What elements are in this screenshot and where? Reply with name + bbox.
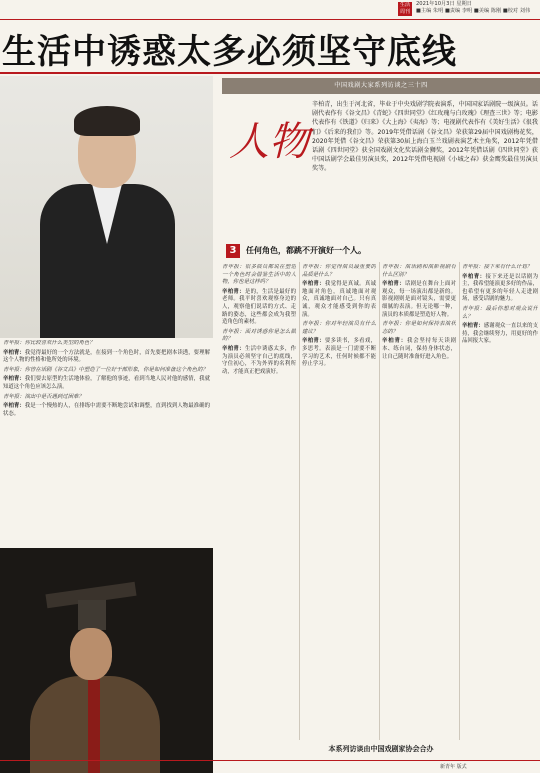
interview-answer xyxy=(3,376,210,391)
masthead-logo: 生活周刊 xyxy=(399,2,410,15)
left-column-text xyxy=(0,340,213,545)
stage-photo xyxy=(0,548,213,773)
intro-box xyxy=(312,100,538,238)
photo-hair xyxy=(74,106,140,136)
speaker-label: 辛柏青： xyxy=(222,345,245,352)
interview-question: 青年报：很多演员都说在塑造一个角色时会借鉴生活中的人物，你也是这样吗？ xyxy=(222,264,296,286)
interview-answer xyxy=(3,350,210,365)
interview-answer xyxy=(382,338,456,361)
answer-text: 我们要去原型的生活地体验，了解他的事迹，看到当地人民对他的感情，我就知道这个角色应该怎么演。 xyxy=(3,376,210,390)
series-credit: 本系列访谈由中国戏剧家协会合办 xyxy=(328,745,434,753)
speaker-label: 辛柏青： xyxy=(462,273,486,280)
interview-question: 青年报：你觉得演员最重要的品质是什么？ xyxy=(302,264,376,278)
photo-hat-crown xyxy=(78,600,106,630)
page-footer: 新青年 版式 xyxy=(440,764,467,770)
article-column-3 xyxy=(382,264,456,740)
speaker-label: 辛柏青： xyxy=(3,403,25,410)
masthead-info xyxy=(416,1,540,15)
section-heading xyxy=(222,242,540,260)
column-divider xyxy=(459,262,460,740)
masthead-credits: ■主编 朱明 ■责编 李明 ■美编 陈刚 ■校对 刘伟 xyxy=(416,8,531,14)
answer-text: 话剧是在舞台上面对观众，每一场演出都是新的。影视剧则是面对镜头，需要更细腻的表演。但无论哪一种，演员的本质都是塑造好人物。 xyxy=(382,281,456,318)
interview-question: 青年报：最后你想对观众说什么？ xyxy=(462,305,538,320)
answer-text: 我会坚持每天读剧本、练台词，保持身体状态，让自己随时准备好进入角色。 xyxy=(382,338,456,360)
masthead xyxy=(0,0,540,20)
headline-rule xyxy=(0,72,540,74)
photo-robe-sash xyxy=(88,676,100,773)
interview-answer xyxy=(302,281,376,319)
series-banner: 中国戏剧大家系列访谈之三十四 xyxy=(222,78,540,94)
speaker-label: 辛柏青： xyxy=(302,281,325,288)
interview-question: 青年报：你对年轻演员有什么建议？ xyxy=(302,321,376,335)
page-headline: 生活中诱惑太多必须坚守底线 xyxy=(2,32,457,72)
answer-text: 是的，生活是最好的老师。我平时喜欢观察身边的人，观察他们说话的方式、走路的姿态，这些都会成为我塑造角色的素材。 xyxy=(222,288,296,326)
interview-answer xyxy=(462,274,538,304)
interview-answer xyxy=(222,346,296,376)
masthead-date: 2021年10月3日 星期日 xyxy=(416,1,472,7)
column-divider xyxy=(299,262,300,740)
speaker-label: 辛柏青： xyxy=(3,349,25,356)
article-column-2 xyxy=(302,264,376,740)
interview-question: 青年报：演出中是否遇到过困难？ xyxy=(3,393,84,400)
interview-question: 青年报：你曾在话剧《谷文昌》中塑造了一位好干部形象，你是如何准备这个角色的？ xyxy=(3,366,208,373)
interview-question: 青年报：演话剧和演影视剧有什么区别？ xyxy=(382,264,456,278)
interview-question: 青年报：接下来有什么计划？ xyxy=(462,264,533,270)
interview-answer xyxy=(462,323,538,346)
answer-text: 要多读书，多看戏，多思考。表演是一门需要不断学习的艺术，任何时候都不能停止学习。 xyxy=(302,338,376,368)
answer-text: 生活中诱惑太多，作为演员必须坚守自己的底线，守住初心，不为外界的名利所动，才能真正把戏演好。 xyxy=(222,345,296,375)
answer-text: 接下来还是以话剧为主，我希望能演更多好的作品，也希望有更多的年轻人走进剧场，感受话剧的魅力。 xyxy=(462,273,538,303)
section-title: 任何角色，都跳不开演好一个人。 xyxy=(246,246,366,255)
speaker-label: 辛柏青： xyxy=(382,281,405,288)
interview-answer xyxy=(3,403,210,418)
feature-word: 人物 xyxy=(229,119,309,165)
interview-answer xyxy=(222,289,296,327)
section-number: 3 xyxy=(226,244,240,258)
column-divider xyxy=(379,262,380,740)
article-column-1 xyxy=(222,264,296,740)
answer-text: 我觉得是真诚。真诚地面对角色，真诚地面对观众，真诚地面对自己。只有真诚，观众才能感受到你的表演。 xyxy=(302,281,376,318)
answer-text: 我是一个慢热的人，在排练中需要不断地尝试和调整，直到找到人物最准确的状态。 xyxy=(3,403,210,417)
answer-text: 感谢观众一直以来的支持，我会继续努力，用更好的作品回报大家。 xyxy=(462,323,538,345)
interview-answer xyxy=(382,281,456,319)
answer-text: 我觉得最好的一个方法就是，在接到一个角色时，首先要把剧本读透，要理解这个人物的性格和他所处的环境。 xyxy=(3,349,210,364)
photo-stage-face xyxy=(70,628,112,680)
bottom-rule xyxy=(0,760,540,761)
speaker-label: 辛柏青： xyxy=(222,288,245,295)
interview-question: 青年报：面对诱惑你是怎么做的？ xyxy=(222,328,296,343)
portrait-photo xyxy=(0,76,213,338)
interview-question: 青年报：你比较喜欢什么类型的角色？ xyxy=(3,340,95,346)
interview-answer xyxy=(302,338,376,368)
masthead-rule xyxy=(0,19,540,20)
speaker-label: 辛柏青： xyxy=(462,323,484,330)
speaker-label: 辛柏青： xyxy=(3,376,25,383)
speaker-label: 辛柏青： xyxy=(302,338,325,345)
intro-text: 辛柏青，出生于河北省，毕业于中央戏剧学院表演系，中国国家话剧院一级演员。话剧代表作有《谷文昌》《青蛇》《四世同堂》《红玫瑰与白玫瑰》《理查三世》等；电影代表作有《铁道》《归来》《大上海》《夷海》等；电视剧代表作有《美好生活》《很我们》《后来的我们》等。2019年凭借话剧《谷文昌》荣获第29届中国戏剧梅花奖，2020年凭借《谷文昌》荣获第30届上海白玉兰戏剧表演艺术主角奖，2012年凭借话剧《四世同堂》获全国戏剧文化奖话剧金狮奖，2012年凭借话剧《四世同堂》获中国话剧学会最佳男演员奖，2012年凭借电视剧《小城之春》获金鹰奖最佳男演员奖等。 xyxy=(312,101,538,173)
interview-question: 青年报：你是如何保持表演状态的？ xyxy=(382,321,456,335)
article-column-4 xyxy=(462,264,538,740)
speaker-label: 辛柏青： xyxy=(382,338,407,345)
